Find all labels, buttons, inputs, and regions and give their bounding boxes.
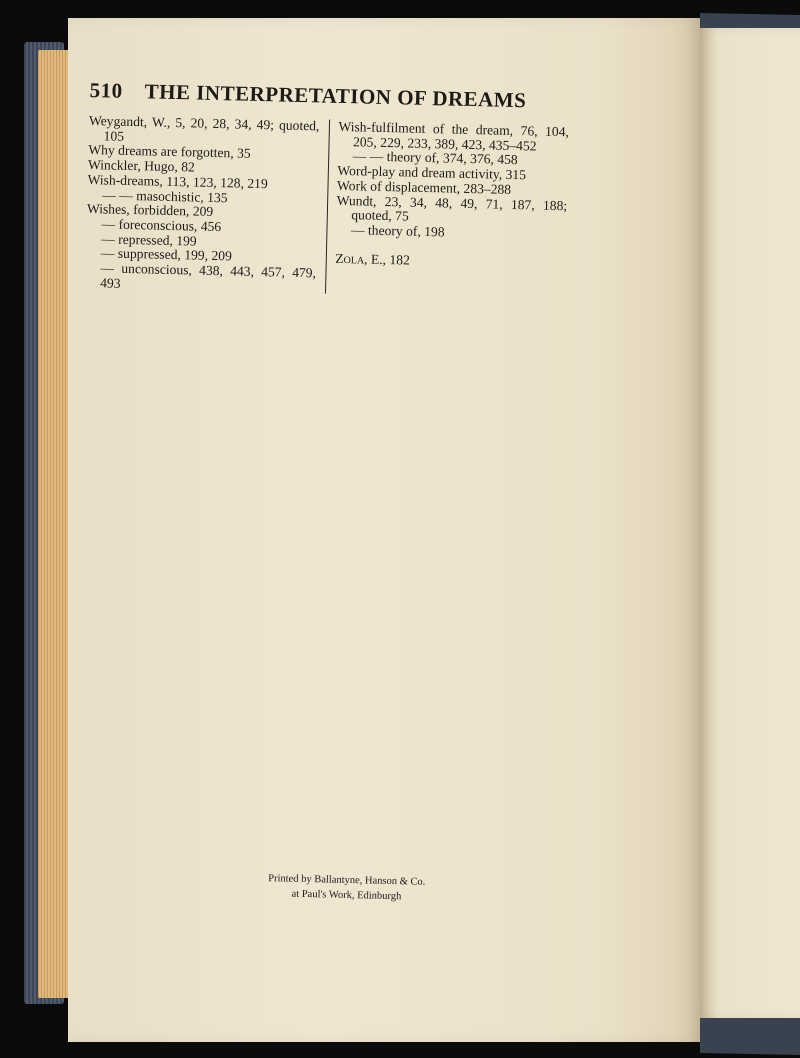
printer-imprint [221, 870, 472, 906]
index-entry: Word-play and dream activity, 315 [337, 162, 527, 183]
index-entry: Wish-dreams, 113, 123, 128, 219 [87, 171, 268, 192]
index-entry: Wish-fulfilment of the dream, 76, 104, 205, 229, 233, 389, 423, 435–452 [338, 118, 570, 154]
index-entry: Winckler, Hugo, 82 [87, 157, 195, 175]
index-entry: — unconscious, 438, 443, 457, 479, 493 [100, 260, 317, 291]
imprint-line-2: at Paul's Work, Edinburgh [291, 888, 402, 903]
index-entry: — — theory of, 374, 376, 458 [352, 148, 518, 168]
page-number: 510 [89, 78, 123, 103]
index-entry: — suppressed, 199, 209 [100, 245, 233, 264]
page-text-block [85, 78, 570, 302]
index-entry: — theory of, 198 [350, 222, 445, 240]
index-entry: — repressed, 199 [101, 230, 197, 249]
index-entry: Weygandt, W., 5, 20, 28, 34, 49; quoted, 105 [88, 112, 320, 144]
index-entry: Work of displacement, 283–288 [336, 177, 512, 197]
index-entry: — foreconscious, 456 [101, 216, 222, 235]
facing-page [700, 28, 800, 1018]
index-entry: Wishes, forbidden, 209 [86, 201, 214, 220]
index-column-right [325, 120, 569, 302]
index-entry: Why dreams are forgotten, 35 [88, 142, 251, 162]
index-entry: Zola, E., 182 [335, 250, 411, 268]
index-entry: Wundt, 23, 34, 48, 49, 71, 187, 188; quoted, 75 [336, 192, 568, 224]
index-columns [85, 114, 569, 302]
index-column-left [85, 114, 329, 296]
imprint-line-1: Printed by Ballantyne, Hanson & Co. [268, 873, 426, 888]
index-entry: — — masochistic, 135 [102, 186, 228, 205]
page-title: THE INTERPRETATION OF DREAMS [144, 79, 527, 113]
